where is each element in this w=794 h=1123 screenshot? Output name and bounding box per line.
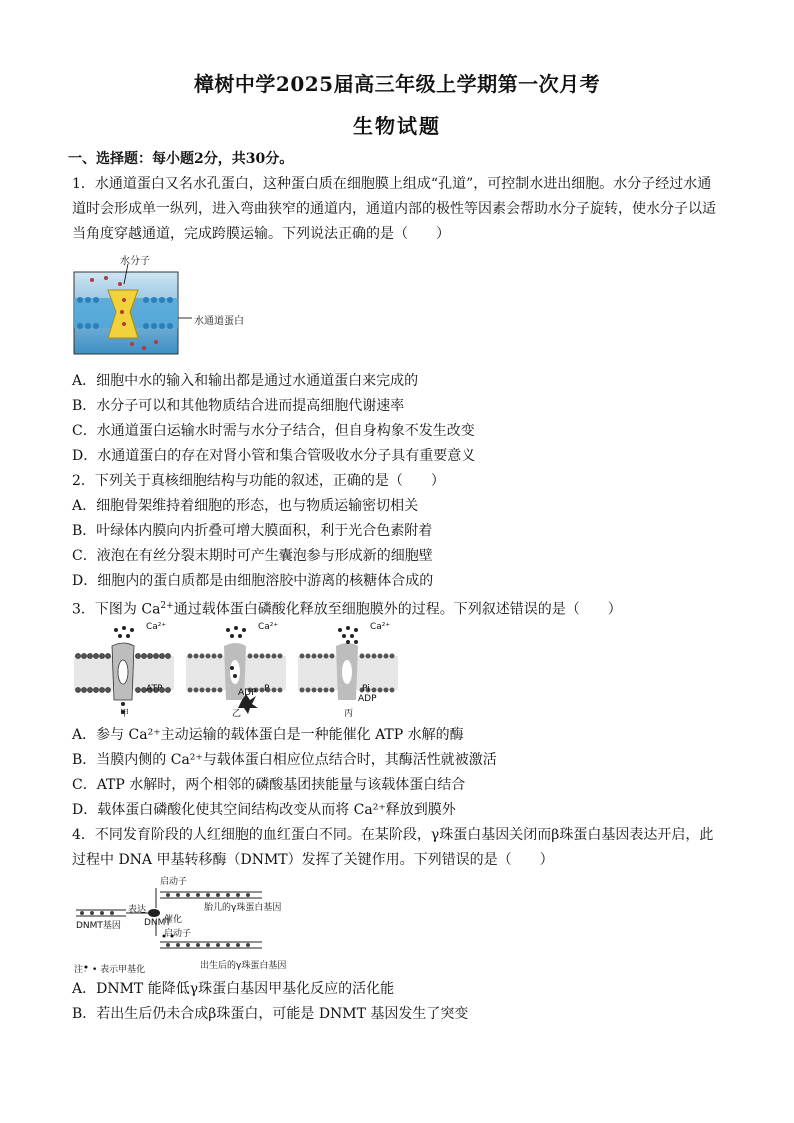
q1-option-b[interactable]: B．水分子可以和其他物质结合进而提高细胞代谢速率 xyxy=(72,398,405,414)
section-heading: 一、选择题：每小题2分，共30分。 xyxy=(68,151,294,167)
q4-option-a[interactable]: A．DNMT 能降低γ珠蛋白基因甲基化反应的活化能 xyxy=(72,981,395,997)
q4-stem-line1: 4．不同发育阶段的人红细胞的血红蛋白不同。在某阶段，γ珠蛋白基因关闭而β珠蛋白基因表达开启，此 xyxy=(72,827,714,843)
q4-option-b[interactable]: B．若出生后仍未合成β珠蛋白，可能是 DNMT 基因发生了突变 xyxy=(72,1006,469,1022)
label-adp-1: ADP xyxy=(238,688,257,698)
q1-option-a[interactable]: A．细胞中水的输入和输出都是通过水通道蛋白来完成的 xyxy=(72,373,419,389)
q3-option-b[interactable]: B．当膜内侧的 Ca²⁺与载体蛋白相应位点结合时，其酶活性就被激活 xyxy=(72,752,497,768)
label-pi: Pi xyxy=(362,684,370,694)
label-dnmt: DNMT xyxy=(144,918,171,928)
q1-stem-line1: 1．水通道蛋白又名水孔蛋白，这种蛋白质在细胞膜上组成“孔道”，可控制水进出细胞。水分子经过水通 xyxy=(72,176,712,192)
label-p: P xyxy=(264,684,270,694)
label-atp: ATP xyxy=(146,684,163,694)
calcium-pump-illustration xyxy=(72,620,412,720)
label-water-molecule: 水分子 xyxy=(120,256,150,267)
q1-water-channel-figure xyxy=(72,250,262,358)
label-water-channel-protein: 水通道蛋白 xyxy=(194,316,244,327)
q1-stem-line2: 道时会形成单一纵列，进入弯曲狭窄的通道内，通道内部的极性等因素会帮助水分子旋转，使水分子以适 xyxy=(72,201,716,217)
label-jia: 甲 xyxy=(120,709,130,719)
q3-stem-sup: 2+ xyxy=(160,601,174,611)
q1-stem-line3: 当角度穿越通道，完成跨膜运输。下列说法正确的是（ ） xyxy=(72,226,450,242)
label-express: 表达 xyxy=(128,905,147,915)
q4-dnmt-figure xyxy=(72,872,322,974)
water-channel-illustration xyxy=(72,250,262,358)
label-yi: 乙 xyxy=(232,709,242,719)
label-ca-1: Ca²⁺ xyxy=(146,622,167,632)
q3-option-a[interactable]: A．参与 Ca²⁺主动运输的载体蛋白是一种能催化 ATP 水解的酶 xyxy=(72,727,464,743)
label-promoter-2: 启动子 xyxy=(164,929,192,939)
q3-stem xyxy=(72,597,622,619)
label-bing: 丙 xyxy=(344,709,354,719)
label-promoter-1: 启动子 xyxy=(160,877,188,887)
label-postnatal-gamma-gene: 出生后的γ珠蛋白基因 xyxy=(200,961,287,971)
q3-stem-pre: 3．下图为 Ca xyxy=(72,601,161,618)
label-fetal-gamma-gene: 胎儿的γ珠蛋白基因 xyxy=(204,903,282,913)
q3-option-c[interactable]: C．ATP 水解时，两个相邻的磷酸基团挟能量与该载体蛋白结合 xyxy=(72,777,466,793)
label-methylation-note: 注：• 表示甲基化 xyxy=(74,965,146,975)
q4-stem-line2: 过程中 DNA 甲基转移酶（DNMT）发挥了关键作用。下列错误的是（ ） xyxy=(72,852,554,868)
label-ca-3: Ca²⁺ xyxy=(370,622,391,632)
label-adp-2: ADP xyxy=(358,694,377,704)
exam-subject: 生物试题 xyxy=(353,114,441,138)
q2-option-b[interactable]: B．叶绿体内膜向内折叠可增大膜面积，利于光合色素附着 xyxy=(72,523,433,539)
q3-calcium-pump-figure xyxy=(72,620,412,720)
label-ca-2: Ca²⁺ xyxy=(258,622,279,632)
label-catalyze: 催化 xyxy=(164,915,183,925)
q2-option-d[interactable]: D．细胞内的蛋白质都是由细胞溶胶中游离的核糖体合成的 xyxy=(72,573,434,589)
q2-stem: 2．下列关于真核细胞结构与功能的叙述，正确的是（ ） xyxy=(72,473,445,489)
q1-option-d[interactable]: D．水通道蛋白的存在对肾小管和集合管吸收水分子具有重要意义 xyxy=(72,448,476,464)
q3-option-d[interactable]: D．载体蛋白磷酸化使其空间结构改变从而将 Ca²⁺释放到膜外 xyxy=(72,802,456,818)
q2-option-c[interactable]: C．液泡在有丝分裂末期时可产生囊泡参与形成新的细胞壁 xyxy=(72,548,433,564)
q2-option-a[interactable]: A．细胞骨架维持着细胞的形态，也与物质运输密切相关 xyxy=(72,498,419,514)
q1-option-c[interactable]: C．水通道蛋白运输水时需与水分子结合，但自身构象不发生改变 xyxy=(72,423,475,439)
q3-stem-post: 通过载体蛋白磷酸化释放至细胞膜外的过程。下列叙述错误的是（ ） xyxy=(173,601,622,618)
exam-title: 樟树中学2025届高三年级上学期第一次月考 xyxy=(193,72,601,96)
label-dnmt-gene: DNMT基因 xyxy=(76,921,121,931)
